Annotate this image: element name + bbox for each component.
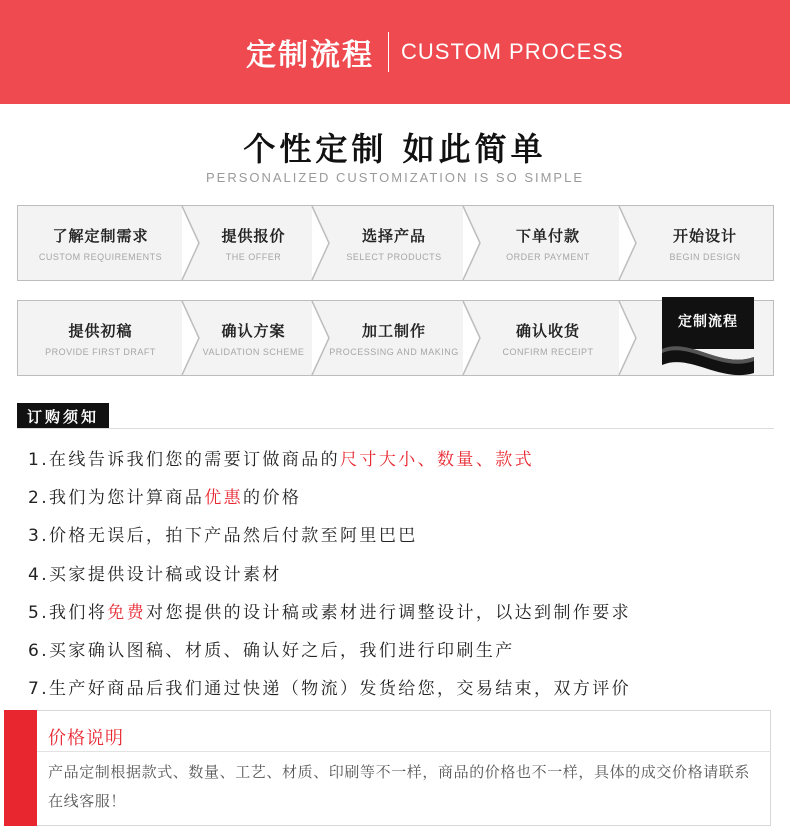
item-text: 4.买家提供设计稿或设计素材 (28, 564, 282, 585)
step-title: 选择产品 (361, 226, 426, 245)
step-subtitle: VALIDATION SCHEME (202, 346, 305, 357)
chevron-right-icon (618, 301, 638, 375)
process-step (196, 301, 311, 375)
process-row-1 (17, 205, 774, 281)
item-text: 对您提供的设计稿或素材进行调整设计，以达到制作要求 (146, 602, 632, 623)
item-text: 1.在线告诉我们您的需要订做商品的 (28, 449, 341, 470)
price-divider (37, 751, 771, 752)
item-text: 3.价格无误后，拍下产品然后付款至阿里巴巴 (28, 526, 418, 547)
step-title: 了解定制需求 (52, 226, 149, 245)
item-text: 的价格 (243, 487, 302, 508)
process-step (478, 206, 618, 280)
item-text: 5.我们将 (28, 602, 108, 623)
badge-label: 定制流程 (678, 314, 738, 330)
item-text: 7.生产好商品后我们通过快递（物流）发货给您，交易结束，双方评价 (28, 679, 632, 700)
notice-tag: 订购须知 (17, 403, 109, 429)
step-subtitle: THE OFFER (225, 251, 282, 262)
list-item (28, 668, 631, 706)
banner-zigzag-edge (0, 92, 790, 108)
list-item (28, 476, 631, 514)
step-title: 确认方案 (221, 321, 286, 340)
price-description: 产品定制根据款式、数量、工艺、材质、印刷等不一样，商品的价格也不一样，具体的成交价格请联系在线客服！ (48, 763, 751, 810)
list-item (28, 629, 631, 667)
step-title: 提供报价 (221, 226, 286, 245)
page-subline: PERSONALIZED CUSTOMIZATION IS SO SIMPLE (205, 170, 584, 185)
step-title: 加工制作 (361, 321, 426, 340)
step-title: 下单付款 (515, 226, 580, 245)
list-item (28, 591, 631, 629)
banner-title-divider (388, 32, 389, 72)
process-step (196, 206, 311, 280)
step-title: 提供初稿 (68, 321, 133, 340)
price-accent-bar (4, 710, 37, 826)
process-step (322, 301, 466, 375)
item-highlight: 尺寸大小、数量、款式 (340, 449, 535, 470)
step-subtitle: PROVIDE FIRST DRAFT (45, 346, 156, 357)
process-step (635, 206, 775, 280)
notice-list (28, 438, 631, 706)
step-subtitle: CONFIRM RECEIPT (502, 346, 594, 357)
price-title: 价格说明 (48, 728, 124, 749)
process-step (478, 301, 618, 375)
step-subtitle: BEGIN DESIGN (669, 251, 741, 262)
step-title: 开始设计 (672, 226, 737, 245)
step-title: 确认收货 (515, 321, 580, 340)
step-subtitle: CUSTOM REQUIREMENTS (38, 251, 163, 262)
item-text: 2.我们为您计算商品 (28, 487, 205, 508)
process-step (326, 206, 462, 280)
step-subtitle: SELECT PRODUCTS (346, 251, 442, 262)
item-highlight: 免费 (107, 602, 147, 623)
list-item (28, 515, 631, 553)
page-headline: 个性定制 如此简单 (243, 130, 547, 168)
banner-title-en: CUSTOM PROCESS (401, 39, 624, 64)
list-item (28, 553, 631, 591)
step-subtitle: ORDER PAYMENT (506, 251, 590, 262)
notice-divider (17, 428, 774, 429)
process-step (18, 301, 183, 375)
list-item (28, 438, 631, 476)
step-subtitle: PROCESSING AND MAKING (329, 346, 459, 357)
banner-title (246, 28, 624, 76)
process-step (18, 206, 183, 280)
item-highlight: 优惠 (204, 487, 244, 508)
item-text: 6.买家确认图稿、材质、确认好之后，我们进行印刷生产 (28, 641, 515, 662)
banner-title-cn: 定制流程 (246, 38, 374, 73)
flag-badge-icon (660, 297, 756, 377)
process-row-2 (17, 300, 774, 376)
